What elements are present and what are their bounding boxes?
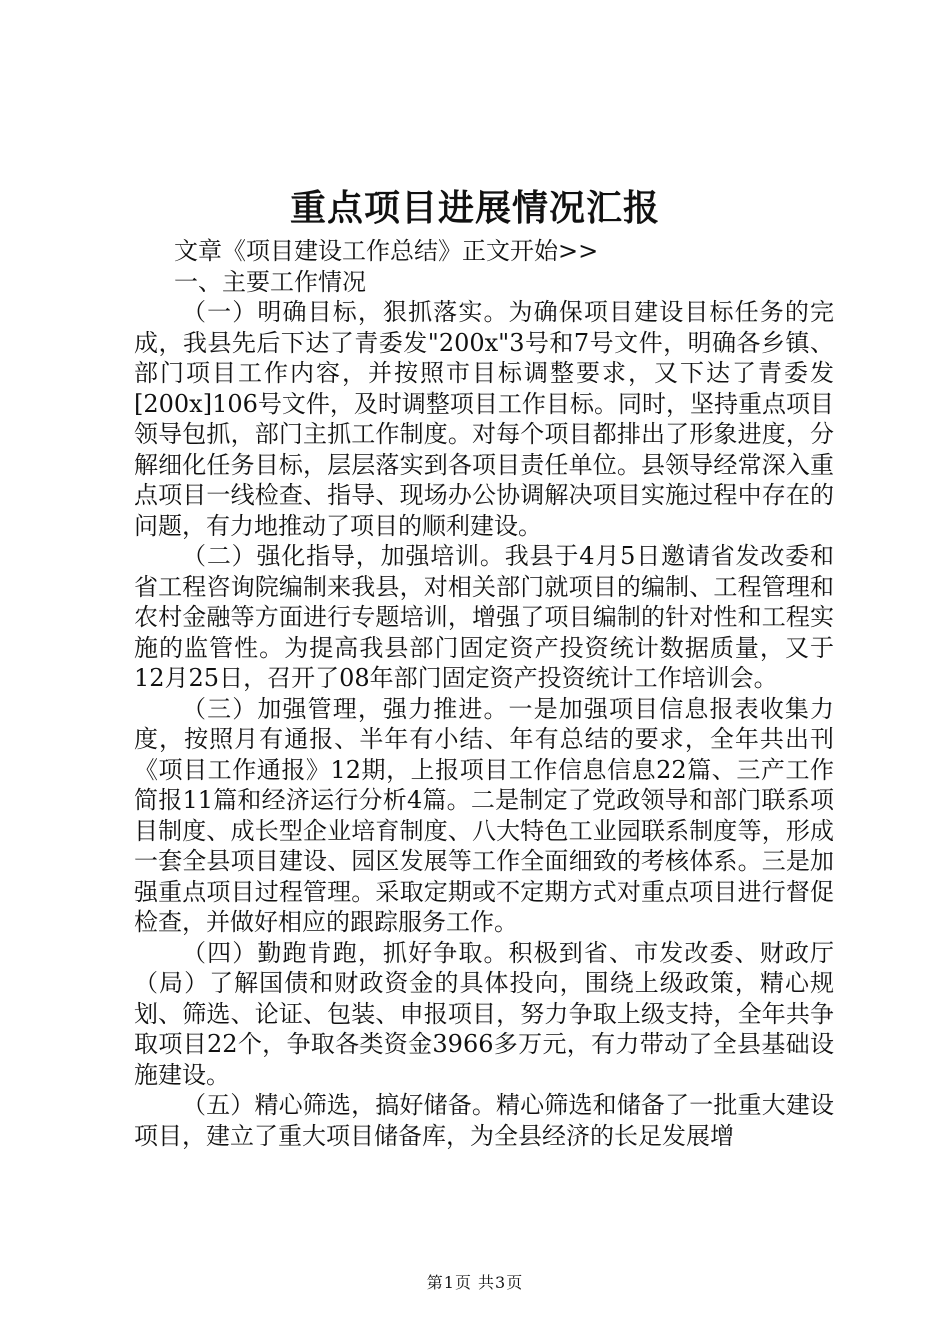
document-body [134,236,834,1151]
paragraph-3: （三）加强管理，强力推进。一是加强项目信息报表收集力度，按照月有通报、半年有小结、年有总结的要求，全年共出刊《项目工作通报》12期，上报项目工作信息信息22篇、三产工作简报11篇和经济运行分析4篇。二是制定了党政领导和部门联系项目制度、成长型企业培育制度、八大特色工业园联系制度等，形成一套全县项目建设、园区发展等工作全面细致的考核体系。三是加强重点项目过程管理。采取定期或不定期方式对重点项目进行督促检查，并做好相应的跟踪服务工作。 [134,694,834,936]
paragraph-4: （四）勤跑肯跑，抓好争取。积极到省、市发改委、财政厅（局）了解国债和财政资金的具体投向，围绕上级政策，精心规划、筛选、论证、包装、申报项目，努力争取上级支持，全年共争取项目22个，争取各类资金3966多万元，有力带动了全县基础设施建设。 [134,938,834,1089]
paragraph-5: （五）精心筛选，搞好储备。精心筛选和储备了一批重大建设项目，建立了重大项目储备库，为全县经济的长足发展增 [134,1091,834,1150]
article-intro: 文章《项目建设工作总结》正文开始>> [174,237,599,265]
document-title: 重点项目进展情况汇报 [289,187,660,229]
page-footer: 第1页 共3页 [426,1273,524,1292]
paragraph-2: （二）强化指导，加强培训。我县于4月5日邀请省发改委和省工程咨询院编制来我县，对相关部门就项目的编制、工程管理和农村金融等方面进行专题培训，增强了项目编制的针对性和工程实施的监管性。为提高我县部门固定资产投资统计数据质量，又于12月25日，召开了08年部门固定资产投资统计工作培训会。 [134,542,834,692]
section-heading: 一、主要工作情况 [174,267,366,296]
paragraph-1: （一）明确目标，狠抓落实。为确保项目建设目标任务的完成，我县先后下达了青委发"200x"3号和7号文件，明确各乡镇、部门项目工作内容，并按照市目标调整要求，又下达了青委发[200x]106号文件，及时调整项目工作目标。同时，坚持重点项目领导包抓，部门主抓工作制度。对每个项目都排出了形象进度，分解细化任务目标，层层落实到各项目责任单位。县领导经常深入重点项目一线检查、指导、现场办公协调解决项目实施过程中存在的问题，有力地推动了项目的顺利建设。 [134,298,834,540]
